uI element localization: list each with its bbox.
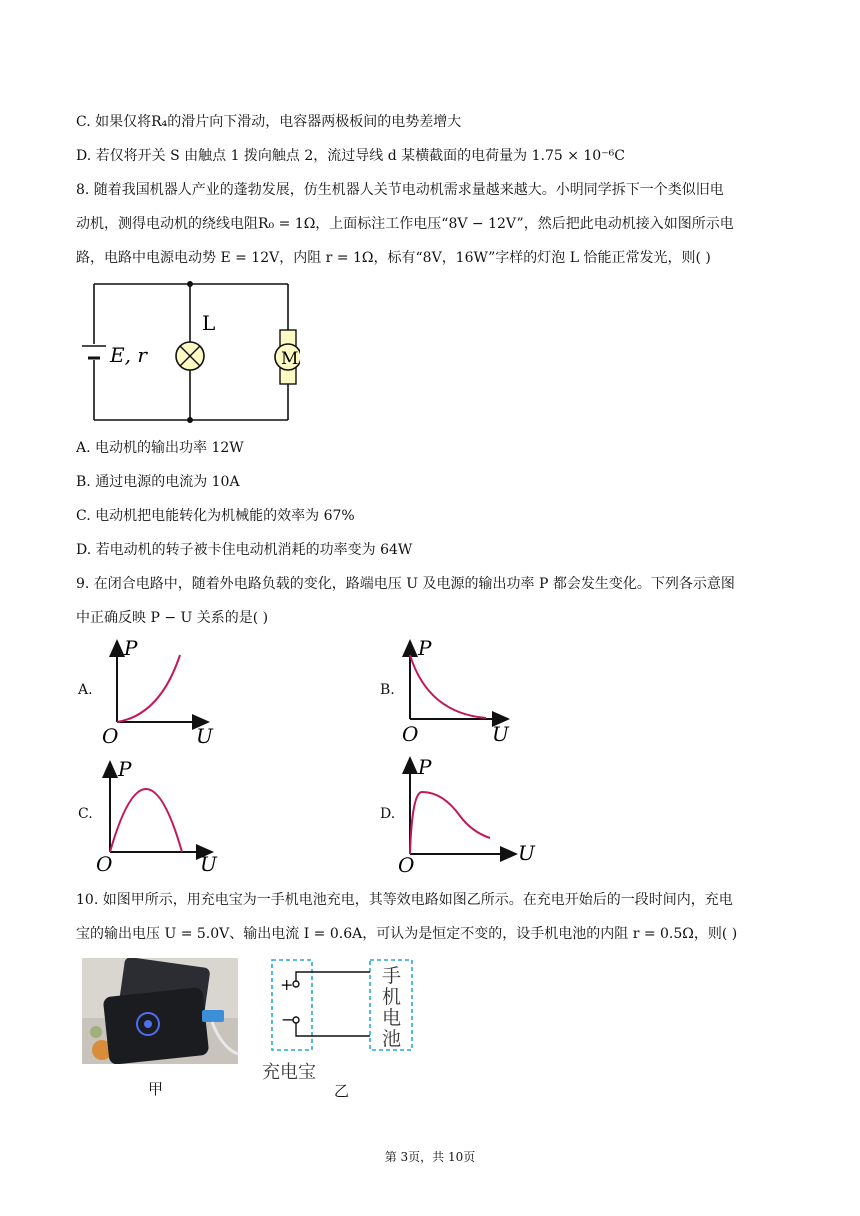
curve-b: [410, 655, 486, 718]
axis-u-label: U: [196, 724, 213, 747]
q10-stem-line1: 10. 如图甲所示，用充电宝为一手机电池充电，其等效电路如图乙所示。在充电开始后的一段时间内，充电: [76, 892, 733, 908]
q9-graph-d: [398, 752, 536, 874]
origin-label: O: [102, 724, 119, 747]
origin-label: O: [398, 853, 415, 874]
junction-top: [187, 281, 193, 287]
axis-p-label: P: [418, 755, 432, 779]
axis-u-label: U: [200, 852, 217, 874]
motor-label: M: [281, 349, 299, 369]
usb-adapter: [202, 1010, 224, 1022]
q10-caption-right: 乙: [334, 1082, 350, 1100]
phone-battery-char4: 池: [382, 1028, 402, 1050]
curve-a: [117, 655, 180, 722]
lamp-label: L: [202, 311, 216, 335]
axis-p-label: P: [118, 757, 132, 781]
junction-bottom: [187, 417, 193, 423]
q7-option-d: D. 若仅将开关 S 由触点 1 拨向触点 2，流过导线 d 某横截面的电荷量为 1.75 × 10⁻⁶C: [76, 148, 625, 164]
q7-option-c: C. 如果仅将R₄的滑片向下滑动，电容器两极板间的电势差增大: [76, 114, 462, 130]
page-footer: 第 3页，共 10页: [384, 1150, 476, 1164]
curve-c: [110, 789, 182, 852]
q8-option-d: D. 若电动机的转子被卡住电动机消耗的功率变为 64W: [76, 542, 413, 558]
q8-stem-line1: 8. 随着我国机器人产业的蓬勃发展，仿生机器人关节电动机需求量越来越大。小明同学拆下一个类似旧电: [76, 182, 724, 198]
lamp-symbol: [176, 342, 204, 370]
phone-battery-char2: 机: [382, 986, 402, 1008]
q8-option-b: B. 通过电源的电流为 10A: [76, 474, 240, 490]
origin-label: O: [402, 722, 419, 746]
q9-option-b-label: B.: [380, 682, 395, 698]
q10-caption-left: 甲: [148, 1080, 164, 1098]
q9-option-c-label: C.: [78, 806, 93, 822]
q8-option-a: A. 电动机的输出功率 12W: [76, 440, 244, 456]
phone-body: [103, 987, 210, 1064]
q10-photo-powerbank: [82, 958, 238, 1064]
q8-stem-line2: 动机，测得电动机的绕线电阻R₀ = 1Ω，上面标注工作电压“8V − 12V”，然后把此电动机接入如图所示电: [76, 216, 734, 232]
powerbank-label: 充电宝: [262, 1062, 316, 1083]
axis-p-label: P: [418, 636, 432, 660]
q9-graph-b: [400, 635, 525, 747]
q9-option-d-label: D.: [380, 806, 396, 822]
q8-stem-line3: 路，电路中电源电动势 E = 12V，内阻 r = 1Ω，标有“8V，16W”字样的灯泡 L 恰能正常发光，则( ): [76, 250, 711, 266]
q9-stem-line1: 9. 在闭合电路中，随着外电路负载的变化，路端电压 U 及电源的输出功率 P 都会发生变化。下列各示意图: [76, 576, 735, 592]
origin-label: O: [96, 852, 113, 874]
q10-equivalent-circuit: [262, 958, 422, 1058]
q9-option-a-label: A.: [78, 682, 93, 698]
axis-p-label: P: [124, 636, 138, 660]
plus-terminal: +: [280, 975, 294, 994]
q9-graph-c: [96, 756, 226, 874]
source-label: E, r: [110, 343, 147, 367]
phone-battery-char1: 手: [382, 965, 402, 987]
q9-graph-a: [100, 635, 225, 747]
battery-symbol: [82, 346, 106, 358]
q8-option-c: C. 电动机把电能转化为机械能的效率为 67%: [76, 508, 355, 524]
q8-circuit-diagram: [80, 278, 300, 426]
curve-d: [410, 792, 490, 854]
q10-stem-line2: 宝的输出电压 U = 5.0V、输出电流 I = 0.6A，可认为是恒定不变的，设手机电池的内阻 r = 0.5Ω，则( ): [76, 926, 738, 942]
minus-terminal: −: [281, 1010, 295, 1029]
phone-battery-char3: 电: [382, 1007, 402, 1029]
axis-u-label: U: [518, 841, 535, 865]
q9-stem-line2: 中正确反映 P − U 关系的是( ): [76, 610, 269, 626]
axis-u-label: U: [492, 722, 509, 746]
